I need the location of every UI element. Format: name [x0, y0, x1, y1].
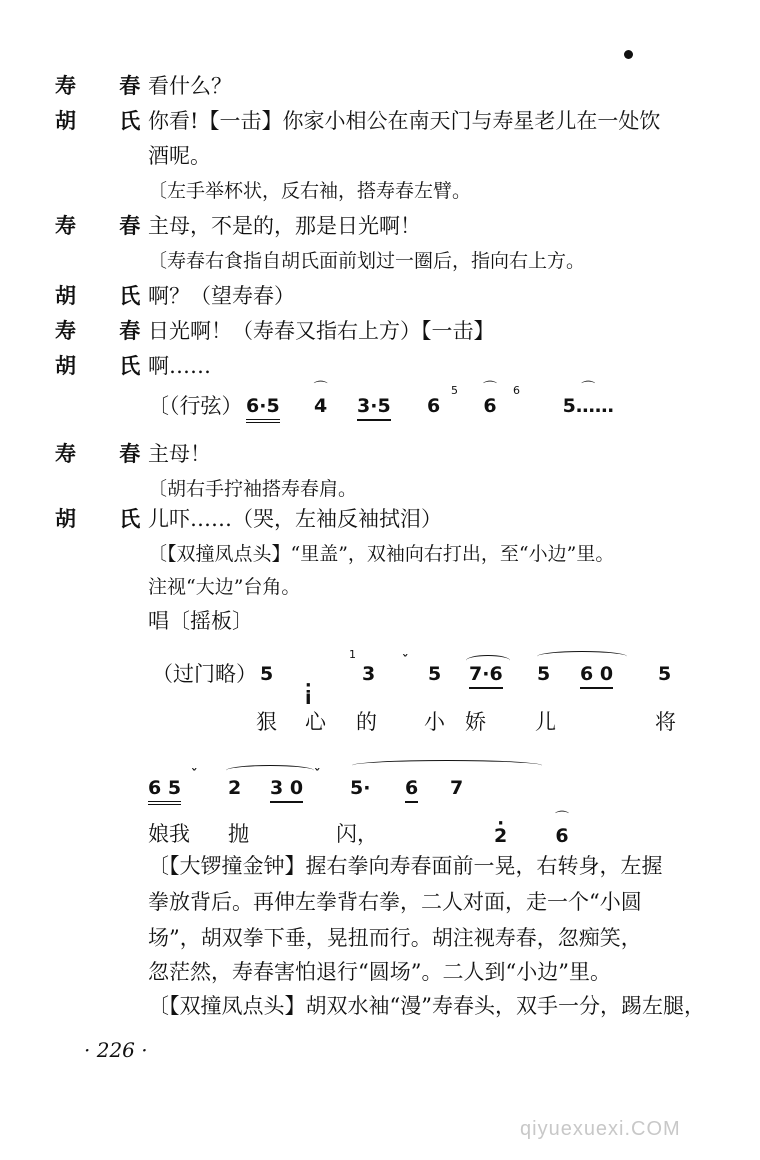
stage-direction: 注视“大边”台角。: [148, 576, 301, 598]
lyric: 娘我: [148, 822, 190, 846]
stage-direction: 忽茫然，寿春害怕退行“圆场”。二人到“小边”里。: [148, 960, 611, 984]
note: · 2: [494, 825, 507, 847]
dialogue-text: 啊？（望寿春）: [148, 284, 295, 308]
xingxian-label: 〔（行弦）: [148, 394, 243, 418]
note: 3 0: [270, 776, 303, 803]
note: 6 0: [580, 662, 613, 689]
note: 6: [427, 395, 441, 417]
breath-mark: ˇ: [402, 654, 409, 669]
speaker-label: 胡 氏: [55, 283, 159, 308]
stage-direction: 〔【双撞凤点头】“里盖”，双袖向右打出，至“小边”里。: [148, 543, 615, 565]
stage-direction: 〔寿春右食指自胡氏面前划过一圈后，指向右上方。: [148, 250, 586, 272]
note: 5: [428, 663, 442, 685]
lyric: 狠: [256, 710, 277, 734]
note: 3·5: [357, 394, 391, 421]
speaker-label: 寿 春: [55, 441, 159, 466]
note: ⌒ 4: [314, 395, 327, 417]
note: ⌒ 6: [483, 395, 496, 417]
grace-note: 1: [349, 648, 356, 661]
slur: [537, 651, 627, 662]
dialogue-text: 看什么？: [148, 74, 232, 98]
note: 6 5: [148, 776, 181, 805]
note: 6: [405, 776, 418, 803]
watermark: [520, 1118, 681, 1141]
stage-direction: 〔【大锣撞金钟】握右拳向寿春面前一晃，右转身，左握: [148, 854, 663, 878]
page-corner-dot: [624, 50, 633, 59]
dialogue-text: 主母，不是的，那是日光啊！: [148, 214, 421, 238]
stage-direction: 〔【双撞凤点头】胡双水袖“漫”寿春头，双手一分，踢左腿，: [148, 994, 705, 1018]
speaker-label: 胡 氏: [55, 506, 159, 531]
stage-direction: 〔胡右手拧袖搭寿春肩。: [148, 478, 358, 500]
note: ⌒ 5……: [563, 395, 614, 417]
lyric: 娇: [465, 710, 486, 734]
dialogue-text: 日光啊！（寿春又指右上方）【一击】: [148, 319, 495, 343]
note: 5: [658, 663, 672, 685]
note: 7·6: [469, 662, 503, 689]
dialogue-text: 主母！: [148, 442, 211, 466]
score-intro: （过门略）: [152, 662, 257, 686]
note: ⌒ 6: [555, 825, 568, 847]
lyric: 将: [655, 710, 676, 734]
slur: [352, 760, 542, 771]
speaker-label: 寿 春: [55, 213, 159, 238]
speaker-label: 胡 氏: [55, 108, 159, 133]
lyric: 抛: [228, 822, 249, 846]
lyric: 闪，: [336, 822, 378, 846]
note: 5·: [350, 777, 371, 799]
lyric: 的: [356, 710, 377, 734]
stage-direction: 〔左手举杯状，反右袖，搭寿春左臂。: [148, 180, 472, 202]
note: · i: [305, 687, 312, 709]
note: 5: [537, 663, 551, 685]
speaker-label: 寿 春: [55, 73, 159, 98]
slur: [226, 765, 314, 776]
lyric: 小: [424, 710, 445, 734]
stage-direction: 场”，胡双拳下垂，晃扭而行。胡注视寿春，忽痴笑，: [148, 926, 642, 950]
grace-note: 5: [451, 384, 458, 397]
lyric: 心: [305, 710, 326, 734]
breath-mark: ˇ: [314, 768, 321, 783]
grace-note: 6: [513, 384, 520, 397]
speaker-label: 胡 氏: [55, 353, 159, 378]
page-number: · 226 ·: [84, 1038, 148, 1062]
watermark-text: qiyuexuexi.COM: [520, 1118, 681, 1140]
dialogue-text: 酒呢。: [148, 144, 211, 168]
singing-mode: 唱〔摇板〕: [148, 609, 253, 633]
note: 2: [228, 777, 242, 799]
note: 3: [362, 663, 376, 685]
stage-direction: 拳放背后。再伸左拳背右拳，二人对面，走一个“小圆: [148, 890, 642, 914]
lyric: 儿: [535, 710, 556, 734]
note: 7: [450, 777, 464, 799]
breath-mark: ˇ: [191, 768, 198, 783]
dialogue-text: 你看!【一击】你家小相公在南天门与寿星老儿在一处饮: [148, 109, 661, 133]
dialogue-text: 啊……: [148, 354, 211, 378]
dialogue-text: 儿吓……（哭，左袖反袖拭泪）: [148, 507, 442, 531]
speaker-label: 寿 春: [55, 318, 159, 343]
note: 6·5: [246, 394, 280, 423]
note: 5: [260, 663, 274, 685]
